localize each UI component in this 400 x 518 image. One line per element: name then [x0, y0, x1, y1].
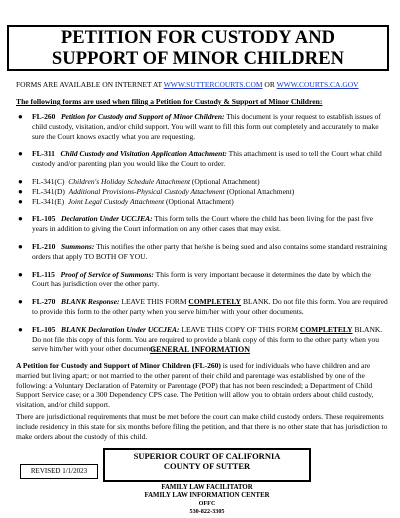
availability-prefix: FORMS ARE AVAILABLE ON INTERNET AT — [16, 80, 162, 89]
form-description: This form is very important because it determines the date by which the Court has jurisdiction over the other party. — [32, 269, 371, 289]
document-title — [7, 25, 389, 71]
form-instruction: LEAVE THIS COPY OF THIS FORM — [181, 324, 299, 334]
form-name: Proof of Service of Summons: — [60, 269, 154, 279]
form-name: Declaration Under UCCJEA: — [60, 214, 153, 224]
bullet-icon: ● — [18, 269, 23, 279]
general-information-heading: GENERAL INFORMATION — [149, 345, 251, 354]
form-code: FL-210 — [32, 241, 56, 251]
form-description: This document is your request to establish issues of child custody, visitation, and/or child support. You will want to fill this form out completely and accurately to make sure the Court knows exactly what you are requesting. — [32, 112, 381, 141]
forms-list — [16, 112, 388, 354]
court-contact-info — [103, 484, 311, 516]
form-code: FL-105 — [32, 214, 56, 224]
title-line-2: SUPPORT OF MINOR CHILDREN — [51, 49, 345, 69]
courts-ca-gov-link[interactable]: WWW.COURTS.CA.GOV — [276, 80, 359, 89]
form-emphasis: COMPLETELY — [299, 324, 353, 334]
form-description: (Optional Attachment) — [166, 196, 234, 206]
bullet-icon: ● — [18, 196, 23, 206]
form-item-fl270 — [16, 297, 388, 317]
facilitator-label: FAMILY LAW FACILITATOR — [161, 484, 253, 491]
court-name-line-1: SUPERIOR COURT OF CALIFORNIA — [133, 451, 281, 461]
form-name: BLANK Response: — [60, 297, 120, 307]
form-instruction: LEAVE THIS FORM — [121, 297, 187, 307]
form-code: FL-105 — [32, 324, 56, 334]
bullet-icon: ● — [18, 214, 23, 224]
form-item-fl105 — [16, 214, 388, 234]
office-label: OFFC — [198, 500, 216, 507]
form-name: Children's Holiday Schedule Attachment — [68, 176, 191, 186]
form-code: FL-115 — [32, 269, 55, 279]
form-code: FL-341(D) — [32, 186, 65, 196]
form-item-fl260 — [16, 112, 388, 141]
form-item-fl311 — [16, 149, 388, 169]
form-name: BLANK Declaration Under UCCJEA: — [60, 324, 180, 334]
info-center-label: FAMILY LAW INFORMATION CENTER — [144, 492, 270, 499]
bullet-icon: ● — [18, 112, 23, 121]
form-description: (Optional Attachment) — [226, 186, 295, 196]
bullet-icon: ● — [18, 297, 23, 307]
availability-or: OR — [264, 80, 275, 89]
form-name: Additional Provisions-Physical Custody Attachment — [68, 186, 225, 196]
form-code: FL-341(C) — [32, 176, 65, 186]
general-paragraph-1 — [16, 361, 388, 410]
form-item-fl341d — [16, 187, 388, 197]
form-item-fl210 — [16, 242, 388, 262]
forms-intro-heading: The following forms are used when filing a Petition for Custody & Support of Minor Children: — [16, 97, 323, 106]
form-description: This attachment is used to tell the Court what child custody and/or parenting plan you would like the Court to order. — [32, 149, 382, 169]
general-p1-text: is used for individuals who have children and are married but living apart; or not married to the other parent of their child and parentage was established by one of the following: a Voluntary Declaration of Paternity or Parentage (POP) that has not been rescinded; a Department of Child Support Service case; or a 300 Dependency CPS case. The Petition will allow you to obtain orders about child custody, visitation, and/or child support. — [16, 361, 374, 410]
form-code: FL-311 — [32, 149, 55, 159]
bullet-icon: ● — [18, 324, 23, 334]
form-emphasis: COMPLETELY — [188, 297, 242, 307]
form-item-fl341e — [16, 197, 388, 207]
revised-date-box: REVISED 1/1/2023 — [20, 464, 98, 479]
form-name: Joint Legal Custody Attachment — [67, 196, 165, 206]
title-line-1: PETITION FOR CUSTODY AND — [60, 28, 336, 48]
general-p1-bold: A Petition for Custody and Support of Minor Children (FL-260) — [16, 361, 221, 370]
form-description: This form tells the Court where the child has been living for the past five years in addition to giving the Court information on any other cases that may exist. — [32, 214, 374, 234]
form-code: FL-260 — [32, 112, 56, 121]
phone-number: 530-822-3305 — [189, 508, 225, 515]
bullet-icon: ● — [18, 186, 23, 196]
form-code: FL-270 — [32, 297, 56, 307]
form-code: FL-341(E) — [32, 196, 65, 206]
court-name-line-2: COUNTY OF SUTTER — [163, 460, 251, 471]
form-name: Petition for Custody and Support of Minor Children: — [60, 112, 225, 121]
form-item-fl115 — [16, 270, 388, 290]
form-name: Child Custody and Visitation Application Attachment: — [60, 149, 227, 159]
bullet-icon: ● — [18, 241, 23, 251]
suttercourts-link[interactable]: WWW.SUTTERCOURTS.COM — [163, 80, 263, 89]
form-name: Summons: — [60, 241, 95, 251]
general-paragraph-2: There are jurisdictional requirements that must be met before the court can make child custody orders. These requirements include residency in this state for six months before filing the petition, and that there is no other state that has jurisdiction to make orders about the custody of this child. — [16, 412, 388, 441]
form-description: (Optional Attachment) — [191, 176, 260, 186]
bullet-icon: ● — [18, 149, 23, 159]
form-description: BLANK. Do not file this form. You are required to provide this form to the other party when you serve him/her with your other documents. — [32, 297, 388, 316]
court-name-box — [103, 448, 311, 482]
bullet-icon: ● — [18, 176, 23, 186]
form-description: BLANK. Do not file this copy of this form. You are required to provide a blank copy of this form to the other party when you serve him/her with your other documents. — [32, 324, 383, 354]
form-description: This notifies the other party that he/she is being sued and also contains some standard restraining orders that apply TO BOTH OF YOU. — [32, 241, 388, 261]
forms-availability-note — [16, 80, 390, 89]
form-item-fl341c — [16, 177, 388, 187]
